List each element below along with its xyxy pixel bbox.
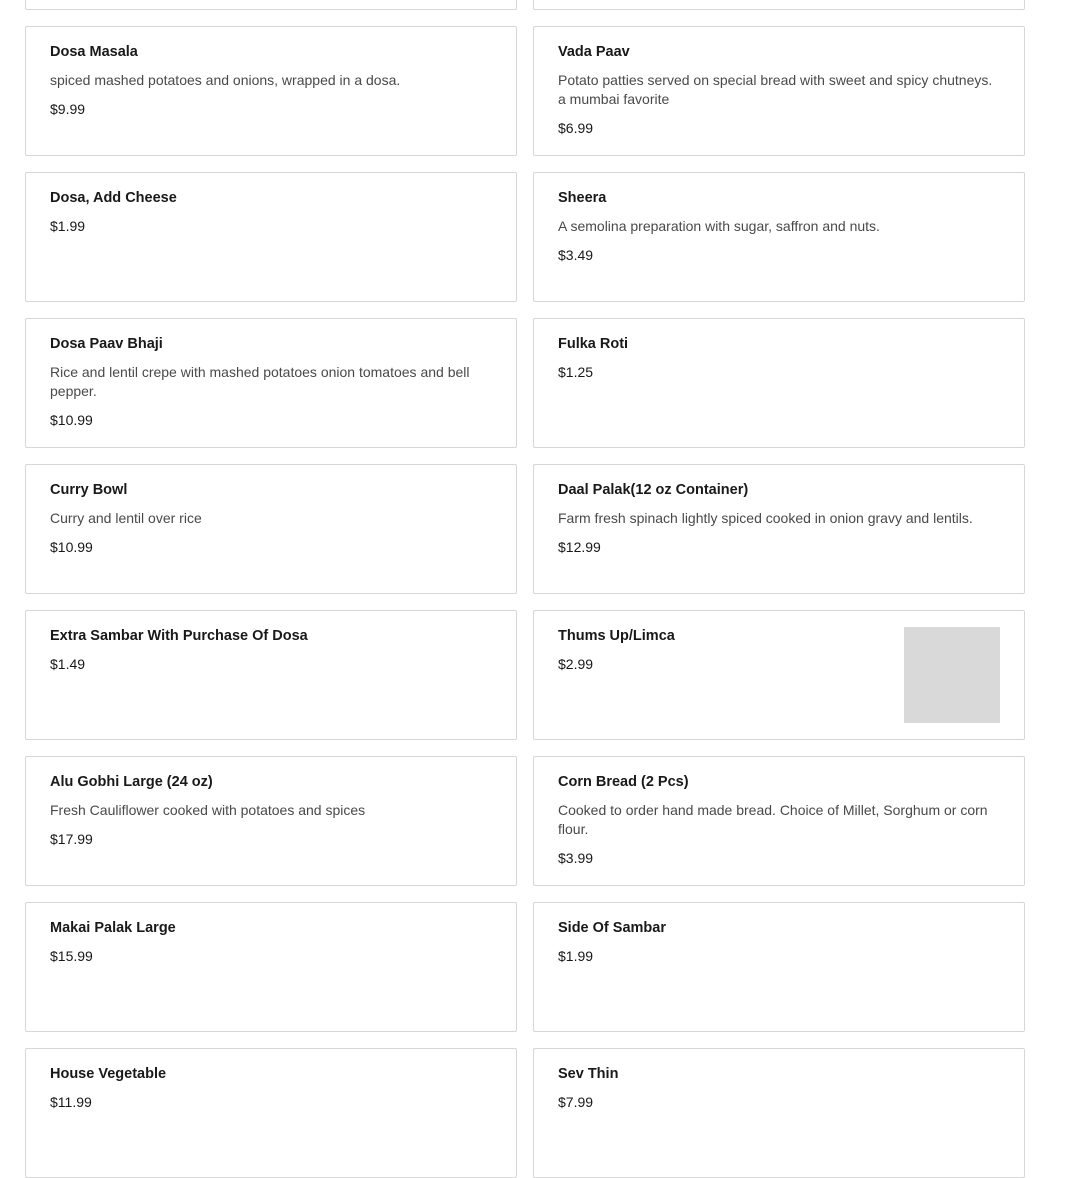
menu-item-card-alu-gobhi-large[interactable] bbox=[25, 756, 517, 886]
menu-item-price: $1.25 bbox=[558, 364, 594, 380]
menu-item-name: Dosa, Add Cheese bbox=[50, 190, 177, 206]
menu-item-name: House Vegetable bbox=[50, 1066, 167, 1082]
menu-item-image-placeholder[interactable] bbox=[904, 627, 1000, 723]
menu-item-price: $1.49 bbox=[50, 656, 86, 672]
menu-item-name: Extra Sambar With Purchase Of Dosa bbox=[50, 628, 308, 644]
menu-item-price: $17.99 bbox=[50, 831, 93, 847]
menu-item-description: Cooked to order hand made bread. Choice of Millet, Sorghum or corn flour. bbox=[558, 802, 988, 837]
menu-item-price: $1.99 bbox=[50, 218, 86, 234]
menu-item-card-daal-palak[interactable] bbox=[533, 464, 1025, 594]
menu-item-description: A semolina preparation with sugar, saffron and nuts. bbox=[558, 218, 880, 234]
menu-item-card-dosa-paav-bhaji[interactable] bbox=[25, 318, 517, 448]
menu-item-card[interactable] bbox=[533, 0, 1025, 10]
menu-item-name: Daal Palak(12 oz Container) bbox=[558, 482, 749, 498]
menu-item-card-house-vegetable[interactable] bbox=[25, 1048, 517, 1178]
menu-item-price: $10.99 bbox=[50, 412, 93, 428]
menu-item-price: $11.99 bbox=[50, 1094, 92, 1110]
menu-item-card[interactable] bbox=[25, 0, 517, 10]
menu-item-description: Fresh Cauliflower cooked with potatoes and spices bbox=[50, 802, 366, 818]
menu-item-price: $9.99 bbox=[50, 101, 86, 117]
menu-item-price: $3.99 bbox=[558, 850, 594, 866]
menu-item-name: Alu Gobhi Large (24 oz) bbox=[50, 774, 213, 790]
menu-item-grid bbox=[25, 0, 1025, 1178]
menu-item-name: Sev Thin bbox=[558, 1066, 619, 1082]
menu-item-card-corn-bread[interactable] bbox=[533, 756, 1025, 886]
menu-item-price: $10.99 bbox=[50, 539, 93, 555]
menu-item-card-thums-up-limca[interactable] bbox=[533, 610, 1025, 740]
menu-item-name: Makai Palak Large bbox=[50, 920, 176, 936]
menu-item-card-makai-palak-large[interactable] bbox=[25, 902, 517, 1032]
menu-item-card-curry-bowl[interactable] bbox=[25, 464, 517, 594]
menu-item-card-dosa-add-cheese[interactable] bbox=[25, 172, 517, 302]
menu-item-price: $15.99 bbox=[50, 948, 93, 964]
menu-item-price: $1.99 bbox=[558, 948, 594, 964]
menu-item-name: Side Of Sambar bbox=[558, 920, 666, 936]
menu-item-name: Curry Bowl bbox=[50, 482, 128, 498]
menu-item-price: $7.99 bbox=[558, 1094, 594, 1110]
menu-item-description: spiced mashed potatoes and onions, wrapped in a dosa. bbox=[50, 72, 401, 88]
menu-item-card-sev-thin[interactable] bbox=[533, 1048, 1025, 1178]
menu-item-description: Farm fresh spinach lightly spiced cooked in onion gravy and lentils. bbox=[558, 510, 973, 526]
menu-item-name: Sheera bbox=[558, 190, 607, 206]
menu-item-name: Corn Bread (2 Pcs) bbox=[558, 774, 689, 790]
menu-item-description: Potato patties served on special bread with sweet and spicy chutneys. a mumbai favorite bbox=[558, 72, 993, 107]
menu-item-price: $6.99 bbox=[558, 120, 594, 136]
menu-item-name: Thums Up/Limca bbox=[558, 628, 675, 644]
menu-item-description: Rice and lentil crepe with mashed potatoes onion tomatoes and bell pepper. bbox=[50, 364, 470, 399]
menu-item-price: $12.99 bbox=[558, 539, 601, 555]
menu-item-description: Curry and lentil over rice bbox=[50, 510, 202, 526]
menu-item-card-extra-sambar[interactable] bbox=[25, 610, 517, 740]
menu-item-price: $2.99 bbox=[558, 656, 594, 672]
menu-item-card-fulka-roti[interactable] bbox=[533, 318, 1025, 448]
menu-item-name: Dosa Paav Bhaji bbox=[50, 336, 163, 352]
menu-item-name: Fulka Roti bbox=[558, 336, 629, 352]
menu-item-price: $3.49 bbox=[558, 247, 594, 263]
menu-item-card-side-of-sambar[interactable] bbox=[533, 902, 1025, 1032]
menu-item-name: Vada Paav bbox=[558, 44, 630, 60]
menu-item-card-vada-paav[interactable] bbox=[533, 26, 1025, 156]
menu-item-card-dosa-masala[interactable] bbox=[25, 26, 517, 156]
menu-item-card-sheera[interactable] bbox=[533, 172, 1025, 302]
menu-item-name: Dosa Masala bbox=[50, 44, 138, 60]
